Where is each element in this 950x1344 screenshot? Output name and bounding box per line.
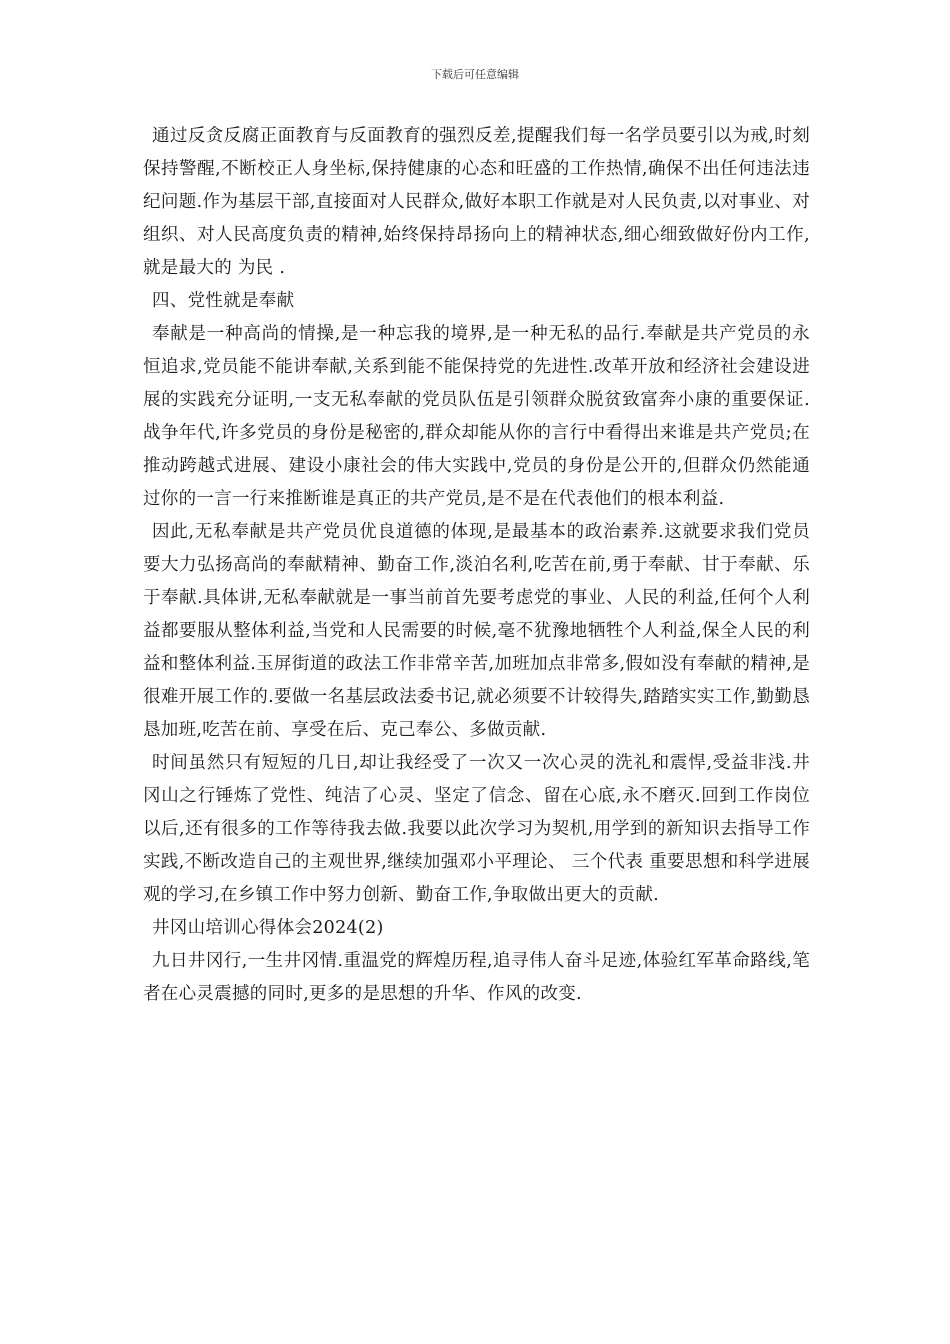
section-heading-dedication: 四、党性就是奉献 xyxy=(152,291,295,311)
document-body xyxy=(143,120,810,1011)
paragraph-selfless-dedication: 因此,无私奉献是共产党员优良道德的体现,是最基本的政治素养.这就要求我们党员要大力弘扬高尚的奉献精神、勤奋工作,淡泊名利,吃苦在前,勇于奉献、甘于奉献、乐于奉献.具体讲,无私奉献就是一事当前首先要考虑党的事业、人民的利益,任何个人利益都要服从整体利益,当党和人民需要的时候,毫不犹豫地牺牲个人利益,保全人民的利益和整体利益.玉屏街道的政法工作非常辛苦,加班加点非常多,假如没有奉献的精神,是很难开展工作的.要做一名基层政法委书记,就必须要不计较得失,踏踏实实工作,勤勤恳恳加班,吃苦在前、享受在后、克己奉公、多做贡献. xyxy=(143,522,810,740)
paragraph-jinggangshan-trip: 九日井冈行,一生井冈情.重温党的辉煌历程,追寻伟人奋斗足迹,体验红军革命路线,笔者在心灵震撼的同时,更多的是思想的升华、作风的改变. xyxy=(143,951,810,1004)
section-title-jinggangshan: 井冈山培训心得体会2024(2) xyxy=(152,918,384,938)
paragraph-anticorruption: 通过反贪反腐正面教育与反面教育的强烈反差,提醒我们每一名学员要引以为戒,时刻保持警醒,不断校正人身坐标,保持健康的心态和旺盛的工作热情,确保不出任何违法违纪问题.作为基层干部,直接面对人民群众,做好本职工作就是对人民负责,以对事业、对组织、对人民高度负责的精神,始终保持昂扬向上的精神状态,细心细致做好份内工作,就是最大的 为民 . xyxy=(143,126,810,278)
paragraph-dedication: 奉献是一种高尚的情操,是一种忘我的境界,是一种无私的品行.奉献是共产党员的永恒追求,党员能不能讲奉献,关系到能不能保持党的先进性.改革开放和经济社会建设进展的实践充分证明,一支无私奉献的党员队伍是引领群众脱贫致富奔小康的重要保证.战争年代,许多党员的身份是秘密的,群众却能从你的言行中看得出来谁是共产党员;在推动跨越式进展、建设小康社会的伟大实践中,党员的身份是公开的,但群众仍然能通过你的一言一行来推断谁是真正的共产党员,是不是在代表他们的根本利益. xyxy=(143,324,810,509)
paragraph-reflection: 时间虽然只有短短的几日,却让我经受了一次又一次心灵的洗礼和震悍,受益非浅.井冈山之行锤炼了党性、纯洁了心灵、坚定了信念、留在心底,永不磨灭.回到工作岗位以后,还有很多的工作等待我去做.我要以此次学习为契机,用学到的新知识去指导工作实践,不断改造自己的主观世界,继续加强邓小平理论、 三个代表 重要思想和科学进展观的学习,在乡镇工作中努力创新、勤奋工作,争取做出更大的贡献. xyxy=(143,753,810,905)
page-header: 下载后可任意编辑 xyxy=(431,68,519,81)
